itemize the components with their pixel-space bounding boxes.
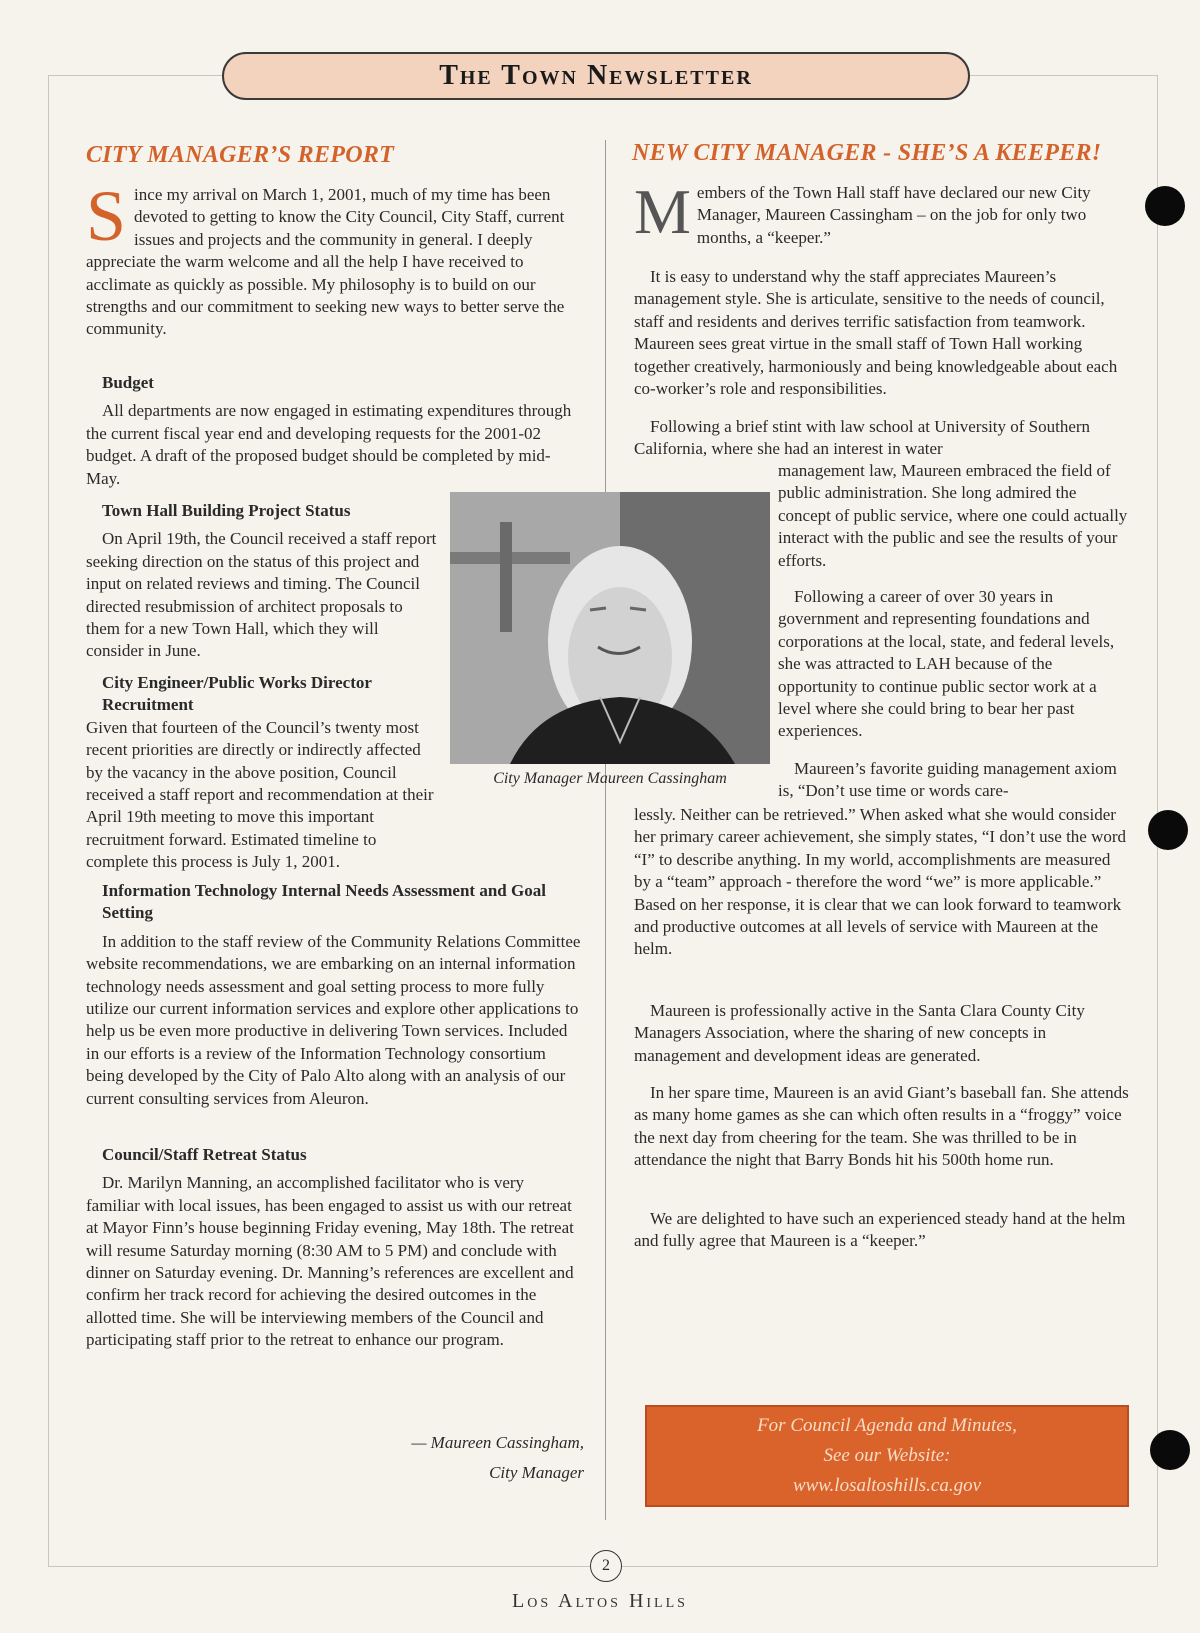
right-p4b-text: lessly. Neither can be retrieved.” When asked what she would consider her primary career achievement, she simply states, “I don’t use the word “I” to describe anything. In my world, accomplishments are measured by a “team” approach - therefore the word “we” is more applicable.” Based on her response, it is clear that we can look forward to teamwork and productive outcomes at all levels of service with Maureen at the helm. bbox=[634, 805, 1127, 959]
retreat-text: Dr. Marilyn Manning, an accomplished facilitator who is very familiar with local issues, has been engaged to assist us with our retreat at Mayor Finn’s house beginning Friday evening, May 18th. The retreat will resume Saturday morning (8:30 AM to 5 PM) and conclude with dinner on Saturday evening. Dr. Manning’s references are excellent and confirm her track record for achieving the desired outcomes in the allotted time. She will be interviewing members of the Council and participating staff prior to the retreat to enhance our program. bbox=[86, 1173, 574, 1350]
right-p4b bbox=[634, 804, 1130, 973]
portrait-image bbox=[450, 492, 770, 764]
right-p6 bbox=[634, 1082, 1130, 1184]
right-intro bbox=[634, 176, 1130, 261]
it-text: In addition to the staff review of the Community Relations Committee website recommendations, we are embarking on an internal information technology needs assessment and goal setting process to more fully utilize our current information services and explore other applications to help us be even more productive in delivering Town services. Included in our efforts is a review of the Information Technology consortium being developed by the City of Palo Alto along with an analysis of our current consulting services from Aleuron. bbox=[86, 931, 581, 1108]
signature bbox=[411, 1428, 584, 1488]
right-p2a-text: Following a brief stint with law school at University of Southern California, where she had an interest in water bbox=[634, 417, 1091, 459]
engineer-section bbox=[86, 672, 438, 886]
right-p3-text: Following a career of over 30 years in government and representing foundations and corporations at the local, state, and federal levels, she was attracted to LAH because of the opportunity to continue public sector work at a level where she could bring to bear her past experiences. bbox=[778, 587, 1115, 741]
engineer-heading: City Engineer/Public Works Director Recruitment bbox=[102, 673, 372, 715]
banner-title: The Town Newsletter bbox=[439, 60, 753, 91]
it-heading: Information Technology Internal Needs Assessment and Goal Setting bbox=[102, 881, 546, 923]
signature-title: City Manager bbox=[489, 1463, 584, 1482]
manager-photo bbox=[450, 492, 770, 764]
budget-heading: Budget bbox=[102, 373, 154, 392]
right-p3 bbox=[778, 586, 1130, 755]
right-p2b bbox=[778, 460, 1130, 584]
dropcap-s: S bbox=[86, 176, 127, 256]
newsletter-banner bbox=[222, 52, 970, 100]
column-divider bbox=[605, 140, 606, 1520]
right-p1-text: It is easy to understand why the staff appreciates Maureen’s management style. She is articulate, sensitive to the needs of council, staff and residents and derives terrific satisfaction from teamwork. Maureen sees great virtue in the small staff of Town Hall working together creatively, harmoniously and being knowledgeable about each co-worker’s role and responsibilities. bbox=[634, 267, 1118, 399]
left-intro-text: ince my arrival on March 1, 2001, much of my time has been devoted to getting to know the City Council, City Staff, current issues and projects and the community in general. I deeply appreciate the warm welcome and all the help I have received to acclimate as quickly as possible. My philosophy is to build on our strengths and our commitment to seeking new ways to better serve the community. bbox=[86, 185, 565, 339]
left-section-title: CITY MANAGER’S REPORT bbox=[86, 142, 395, 168]
right-p5-text: Maureen is professionally active in the Santa Clara County City Managers Association, where the sharing of new concepts in management and development ideas are generated. bbox=[634, 1001, 1085, 1065]
page-number: 2 bbox=[590, 1550, 622, 1582]
right-p6-text: In her spare time, Maureen is an avid Giant’s baseball fan. She attends as many home games as she can which often results in a “froggy” voice the next day from cheering for the team. She was thrilled to be in attendance the night that Barry Bonds hit his 500th home run. bbox=[634, 1083, 1129, 1170]
binder-hole-bottom bbox=[1150, 1430, 1190, 1470]
signature-name: — Maureen Cassingham, bbox=[411, 1433, 584, 1452]
right-p4a-text: Maureen’s favorite guiding management axiom is, “Don’t use time or words care- bbox=[778, 759, 1117, 801]
right-p2b-text: management law, Maureen embraced the field of public administration. She long admired the concept of public service, where one could actually interact with the public and see the results of your efforts. bbox=[778, 461, 1128, 570]
dropcap-m: M bbox=[634, 176, 691, 247]
right-intro-text: embers of the Town Hall staff have declared our new City Manager, Maureen Cassingham – on the job for only two months, a “keeper.” bbox=[696, 183, 1091, 247]
budget-text: All departments are now engaged in estimating expenditures through the current fiscal year end and developing requests for the 2001-02 budget. A draft of the proposed budget should be completed by mid-May. bbox=[86, 401, 572, 488]
budget-section bbox=[86, 372, 582, 502]
website-promo-box[interactable] bbox=[645, 1405, 1129, 1507]
website-link[interactable]: www.losaltoshills.ca.gov bbox=[792, 1475, 982, 1496]
binder-hole-middle bbox=[1148, 810, 1188, 850]
retreat-heading: Council/Staff Retreat Status bbox=[102, 1145, 307, 1164]
left-intro bbox=[86, 176, 582, 353]
engineer-text: Given that fourteen of the Council’s twenty most recent priorities are directly or indirectly affected by the vacancy in the above position, Council received a staff report and recommendation at their April 19th meeting to move this important recruitment forward. Estimated timeline to complete this process is July 1, 2001. bbox=[86, 717, 434, 872]
right-p5 bbox=[634, 1000, 1130, 1079]
it-section bbox=[86, 880, 582, 1122]
footer-town-name: Los Altos Hills bbox=[512, 1590, 688, 1612]
right-p1 bbox=[634, 266, 1130, 412]
townhall-heading: Town Hall Building Project Status bbox=[102, 501, 351, 520]
promo-line-2: See our Website: bbox=[823, 1445, 951, 1466]
retreat-section bbox=[86, 1144, 582, 1364]
right-p7 bbox=[634, 1208, 1130, 1265]
townhall-text: On April 19th, the Council received a staff report seeking direction on the status of this project and input on related reviews and timing. The Council directed resubmission of architect proposals to them for a new Town Hall, which they will consider in June. bbox=[86, 529, 437, 661]
photo-caption: City Manager Maureen Cassingham bbox=[493, 770, 727, 787]
promo-line-1: For Council Agenda and Minutes, bbox=[757, 1415, 1017, 1436]
binder-hole-top bbox=[1145, 186, 1185, 226]
right-section-title: NEW CITY MANAGER - SHE’S A KEEPER! bbox=[632, 140, 1102, 166]
right-p7-text: We are delighted to have such an experienced steady hand at the helm and fully agree that Maureen is a “keeper.” bbox=[634, 1209, 1126, 1251]
townhall-section bbox=[86, 500, 438, 675]
